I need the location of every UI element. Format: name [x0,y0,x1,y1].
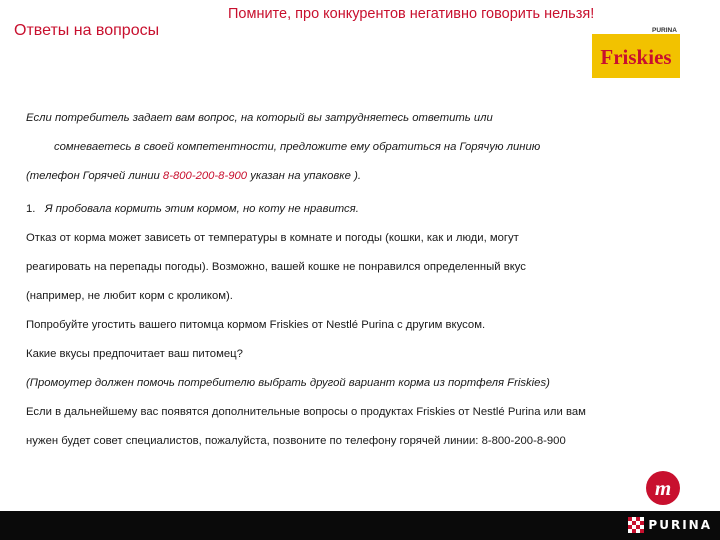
answer-line-4: Попробуйте угостить вашего питомца кормом Friskies от Nestlé Purina с другим вкусом. [26,319,486,331]
question-text: Я пробовала кормить этим кормом, но коту не нравится. [44,203,359,215]
intro-line-2: сомневаетесь в своей компетентности, предложите ему обратиться на Горячую линию [54,141,541,153]
purina-checkerboard-icon [628,517,644,533]
question-number: 1. [26,203,36,215]
question-line [26,195,686,224]
m-circle-icon [645,470,681,506]
closing-line-1: Если в дальнейшему вас появятся дополнительные вопросы о продуктах Friskies от Nestlé Purina или вам [26,406,586,418]
logo-friskies-text: Friskies [600,45,672,69]
intro-text-a: (телефон Горячей линии [26,170,163,182]
svg-text:m: m [654,476,672,500]
answer-line-2: реагировать на перепады погоды). Возможно, вашей кошке не понравился определенный вкус [26,261,526,273]
intro-line-3 [26,162,686,191]
answer-line-1: Отказ от корма может зависеть от температуры в комнате и погоды (кошки, как и люди, могут [26,232,519,244]
hotline-phone: 8-800-200-8-900 [162,170,248,182]
intro-line-1: Если потребитель задает вам вопрос, на который вы затрудняетесь ответить или [26,112,493,124]
answer-line-3: (например, не любит корм с кроликом). [26,290,233,302]
content-block [26,104,686,456]
friskies-logo [592,24,680,78]
purina-brand [628,517,712,533]
section-title: Ответы на вопросы [14,22,160,39]
closing-line-2: нужен будет совет специалистов, пожалуйста, позвоните по телефону горячей линии: 8-800-200-8-900 [26,435,566,447]
slide-title: Помните, про конкурентов негативно говорить нельзя! [228,6,595,22]
logo-purina-text: PURINA [652,27,677,34]
purina-logo-text: PURINA [648,518,712,532]
promoter-note: (Промоутер должен помочь потребителю выбрать другой вариант корма из портфеля Friskies) [26,377,550,389]
intro-text-b: указан на упаковке ). [247,170,361,182]
answer-line-5: Какие вкусы предпочитает ваш питомец? [26,348,243,360]
footer-bar [0,511,720,540]
